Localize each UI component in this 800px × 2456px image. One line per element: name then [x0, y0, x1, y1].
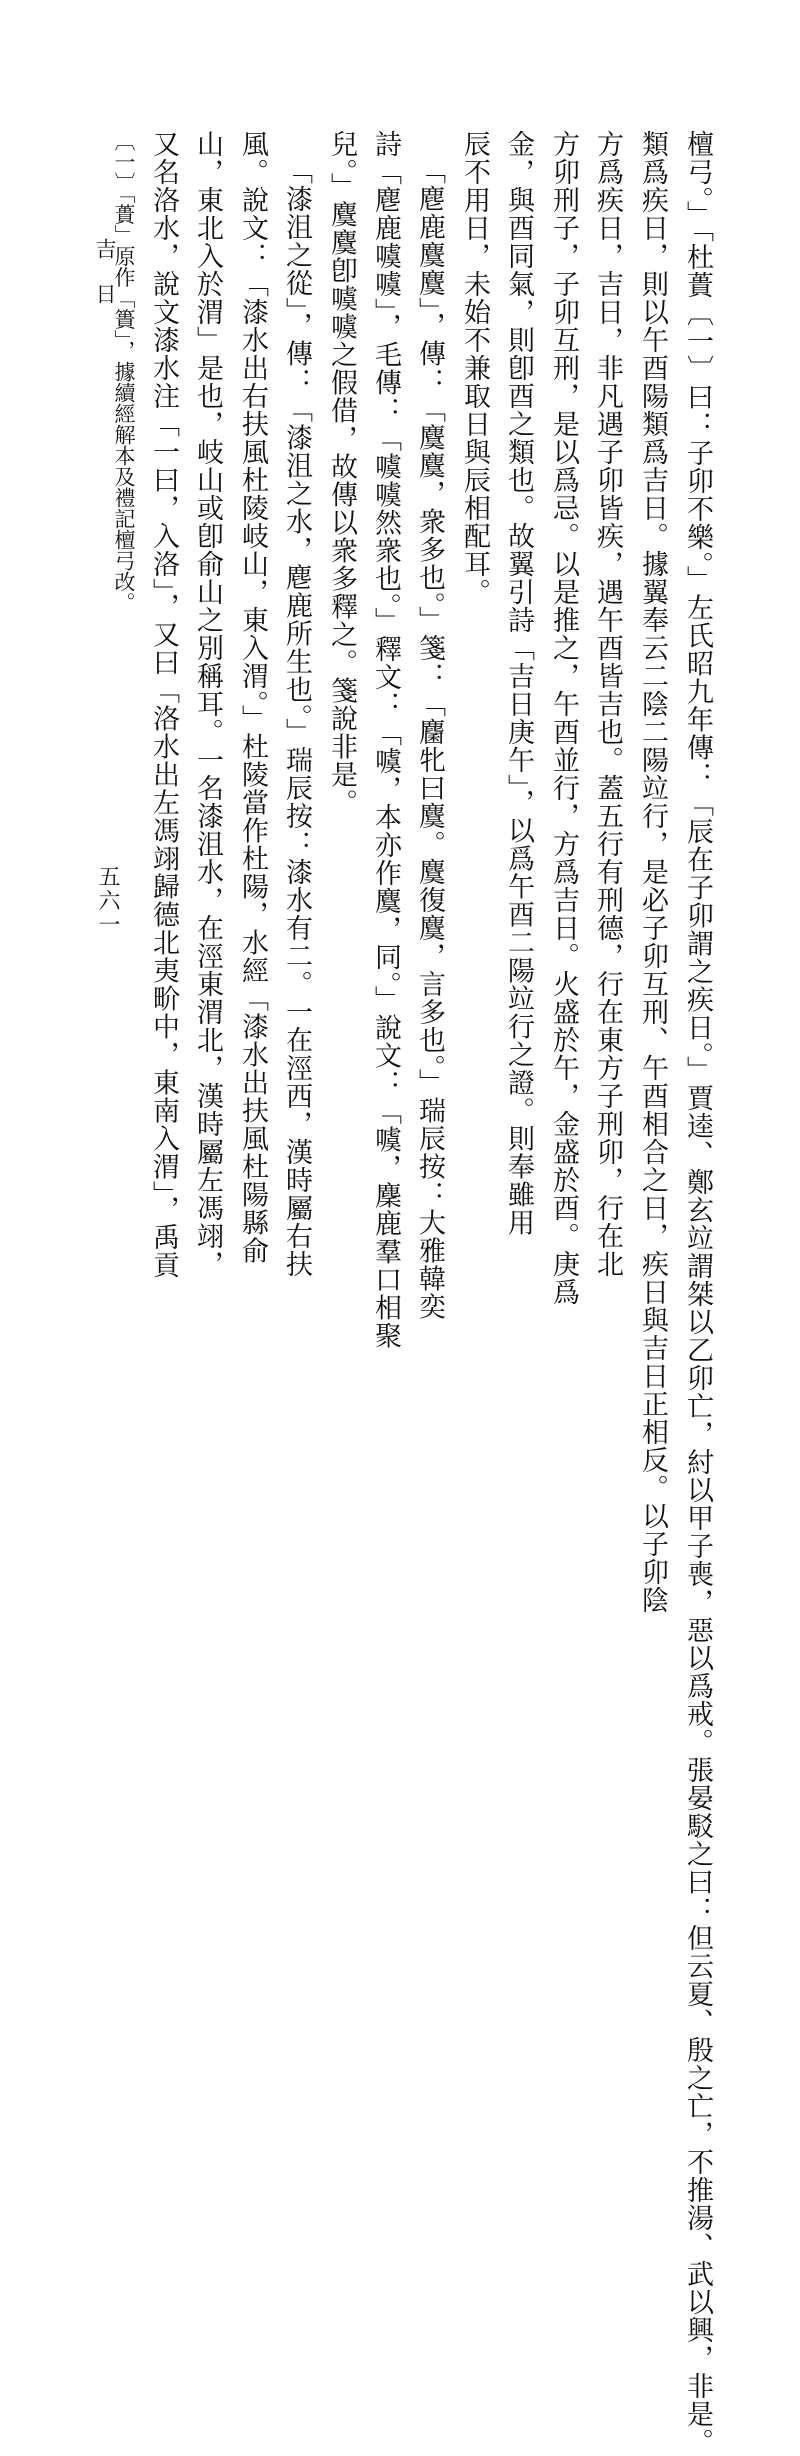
text-column-10: 「漆沮之從」，傳：「漆沮之水，麀鹿所生也。」瑞辰按：漆水有二。一在涇西，漢時屬右扶 — [281, 157, 312, 1278]
text-column-8: 詩「麀鹿噳噳」，毛傳：「噳噳然衆也。」釋文：「噳，本亦作麌，同。」說文：「噳，麇鹿羣口相聚 — [370, 130, 401, 1350]
text-column-9: 兒。」麌麌卽噳噳之假借，故傳以衆多釋之。箋說非是。 — [326, 130, 357, 817]
footnote: 〔一〕「蕢」原作「簣」，據續經解本及禮記檀弓改。 — [112, 130, 136, 613]
text-column-3: 方爲疾日，吉日，非凡遇子卯皆疾，遇午酉皆吉也。蓋五行有刑德，行在東方子刑卯，行在北 — [592, 130, 623, 1278]
text-column-4: 方卯刑子，子卯互刑，是以爲忌。以是推之，午酉並行，方爲吉日。火盛於午，金盛於酉。庚爲 — [548, 130, 579, 1306]
text-column-2: 類爲疾日，則以午酉陽類爲吉日。據翼奉云二陰二陽竝行，是必子卯互刑、午酉相合之日，疾日與吉日正相反。以子卯陰 — [637, 130, 668, 1614]
text-column-1: 檀弓。」「杜蕢〔一〕曰：子卯不樂。」左氏昭九年傳：「辰在子卯謂之疾日。」賈逵、鄭玄竝謂桀以乙卯亡，紂以甲子喪，惡以爲戒。張晏駁之曰：但云夏、殷之亡，不推湯、武以興，非是。 — [682, 130, 713, 2456]
text-column-12: 山，東北入於渭」是也，岐山或卽俞山之別稱耳。一名漆沮水，在涇東渭北，漢時屬左馮翊， — [192, 130, 223, 1278]
text-column-5: 金，與酉同氣，則卽酉之類也。故翼引詩「吉日庚午」，以爲午酉二陽竝行之證。則奉雖用 — [503, 130, 534, 1237]
text-column-13: 又名洛水，說文漆水注「一曰，入洛」，又曰「洛水出左馮翊歸德北夷畍中，東南入渭」，禹貢 — [148, 130, 179, 1279]
running-head: 吉日 — [93, 238, 117, 328]
page-number: 五六一 — [95, 865, 120, 937]
text-column-7: 「麀鹿麌麌」，傳：「麌麌，衆多也。」箋：「麕牝曰麌。麌復麌，言多也。」瑞辰按：大雅韓奕 — [414, 157, 445, 1321]
text-column-6: 辰不用日，未始不兼取日與辰相配耳。 — [459, 130, 490, 606]
text-column-11: 風。說文：「漆水出右扶風杜陵岐山，東入渭。」杜陵當作杜陽，水經「漆水出扶風杜陽縣俞 — [237, 130, 268, 1265]
